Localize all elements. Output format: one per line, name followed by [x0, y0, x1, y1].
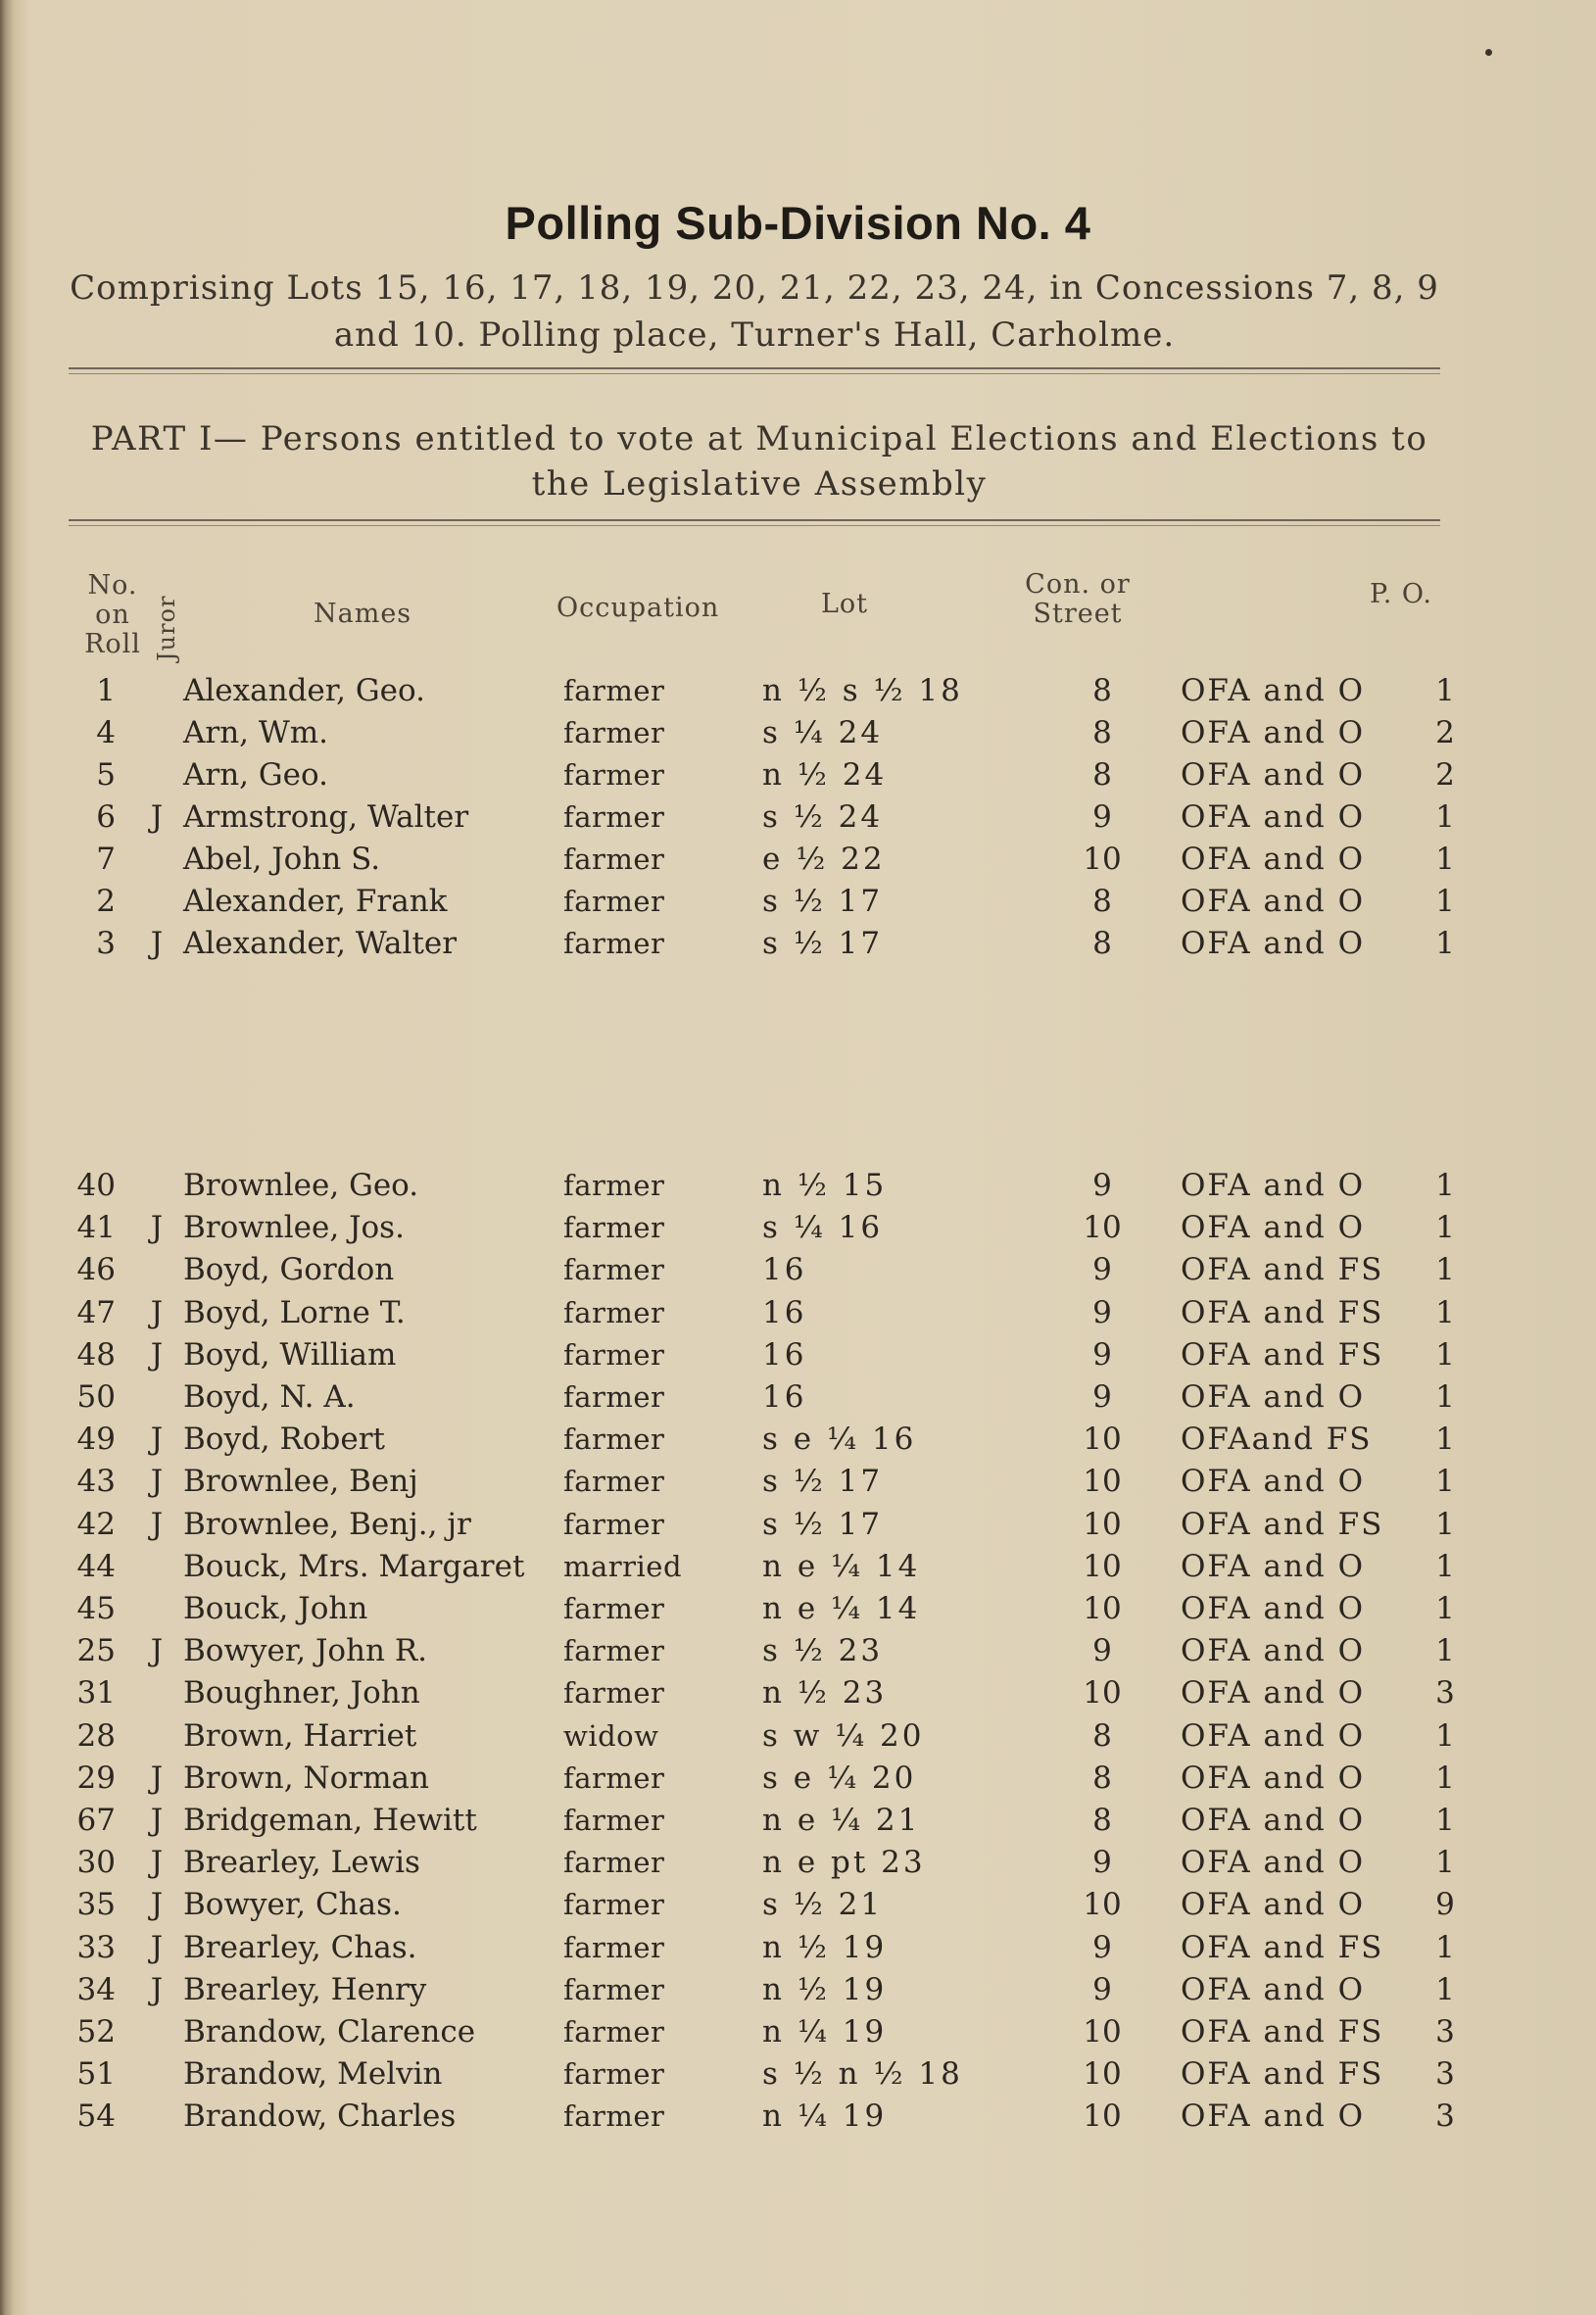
concession: 8 [1092, 1717, 1112, 1754]
concession: 9 [1092, 1845, 1112, 1881]
po-number: 1 [1435, 799, 1455, 835]
speck [1485, 49, 1492, 56]
concession: 10 [1083, 1210, 1122, 1246]
table-row [0, 671, 1596, 710]
occupation: farmer [563, 758, 665, 792]
table-row [0, 1885, 1596, 1924]
voter-name: Brownlee, Benj [183, 1464, 418, 1500]
page-title: Polling Sub-Division No. 4 [505, 197, 1091, 249]
lot: n ½ 19 [762, 1971, 888, 2007]
voter-name: Arn, Wm. [183, 715, 328, 750]
voter-name: Brown, Norman [183, 1760, 429, 1796]
table-row [0, 1208, 1596, 1247]
roll-number: 29 [76, 1760, 116, 1796]
po-number: 3 [1435, 2056, 1455, 2093]
po-number: 1 [1435, 1548, 1455, 1584]
voter-name: Brownlee, Benj., jr [183, 1506, 471, 1542]
lot: n e pt 23 [762, 1845, 926, 1881]
occupation: farmer [563, 2015, 665, 2049]
occupation: farmer [563, 1592, 665, 1625]
concession: 9 [1092, 1252, 1112, 1288]
subtitle: Comprising Lots 15, 16, 17, 18, 19, 20, 21, 22, 23, 24, in Concessions 7, 8, 9 and 10. Polling place, Turner's Hall, Carholme. [70, 268, 1439, 355]
po-number: 2 [1435, 757, 1455, 793]
table-row [0, 1335, 1596, 1375]
post-office: OFA and FS [1181, 1294, 1384, 1330]
concession: 9 [1092, 1379, 1112, 1415]
po-number: 1 [1435, 1422, 1455, 1458]
post-office: OFA and O [1181, 799, 1366, 835]
table-row [0, 840, 1596, 879]
roll-number: 43 [76, 1464, 116, 1500]
voter-name: Brandow, Melvin [183, 2056, 443, 2093]
post-office: OFA and FS [1181, 1929, 1384, 1965]
table-row [0, 1589, 1596, 1628]
post-office: OFA and FS [1181, 1252, 1384, 1288]
occupation: farmer [563, 1337, 665, 1372]
voter-name: Bridgeman, Hewitt [183, 1803, 477, 1838]
lot: 16 [762, 1379, 807, 1415]
voter-name: Bouck, Mrs. Margaret [183, 1548, 525, 1584]
juror-mark: J [150, 799, 164, 835]
table-row [0, 1505, 1596, 1544]
roll-number: 25 [76, 1633, 116, 1669]
table-row [0, 1250, 1596, 1289]
concession: 10 [1083, 1591, 1122, 1626]
concession: 8 [1092, 884, 1112, 919]
concession: 10 [1083, 2056, 1122, 2093]
roll-number: 34 [76, 1971, 116, 2007]
voter-name: Abel, John S. [183, 842, 381, 877]
occupation: farmer [563, 885, 665, 918]
divider-top [69, 367, 1440, 374]
post-office: OFA and O [1181, 926, 1366, 961]
post-office: OFA and O [1181, 842, 1366, 877]
post-office: OFA and O [1181, 757, 1366, 793]
occupation: farmer [563, 674, 665, 707]
po-number: 2 [1435, 715, 1455, 750]
roll-number: 5 [96, 757, 116, 793]
occupation: farmer [563, 1972, 665, 2006]
post-office: OFA and FS [1181, 2014, 1384, 2050]
lot: n e ¼ 21 [762, 1803, 921, 1838]
post-office: OFA and O [1181, 2098, 1366, 2135]
post-office: OFA and O [1181, 1803, 1366, 1838]
voter-name: Boyd, Gordon [183, 1252, 395, 1288]
concession: 10 [1083, 842, 1122, 877]
voter-name: Brownlee, Geo. [183, 1168, 419, 1203]
lot: s ¼ 24 [762, 715, 884, 750]
voter-name: Bowyer, John R. [183, 1633, 428, 1669]
voter-name: Alexander, Walter [183, 926, 458, 961]
juror-mark: J [150, 1336, 164, 1373]
lot: s w ¼ 20 [762, 1717, 925, 1754]
table-row [0, 1166, 1596, 1205]
table-row [0, 1843, 1596, 1882]
post-office: OFA and O [1181, 1760, 1366, 1796]
po-number: 1 [1435, 1336, 1455, 1373]
po-number: 1 [1435, 926, 1455, 961]
table-row [0, 1293, 1596, 1332]
voter-name: Boyd, N. A. [183, 1379, 356, 1415]
occupation: farmer [563, 1211, 665, 1245]
concession: 10 [1083, 1548, 1122, 1584]
post-office: OFA and FS [1181, 2056, 1384, 2093]
lot: n ½ s ½ 18 [762, 673, 963, 708]
table-row [0, 1759, 1596, 1798]
table-row [0, 1420, 1596, 1459]
concession: 10 [1083, 1675, 1122, 1712]
post-office: OFA and O [1181, 1717, 1366, 1754]
lot: n e ¼ 14 [762, 1548, 921, 1584]
roll-number: 67 [76, 1803, 116, 1838]
table-row [0, 1928, 1596, 1967]
lot: s ½ n ½ 18 [762, 2056, 963, 2093]
concession: 8 [1092, 673, 1112, 708]
roll-number: 50 [76, 1379, 116, 1415]
juror-mark: J [150, 1633, 164, 1669]
voter-name: Alexander, Frank [183, 884, 448, 919]
occupation: farmer [563, 1760, 665, 1795]
lot: n ¼ 19 [762, 2014, 888, 2050]
table-row [0, 924, 1596, 963]
lot: n ¼ 19 [762, 2098, 888, 2135]
table-row [0, 1377, 1596, 1417]
juror-mark: J [150, 1294, 164, 1330]
lot: 16 [762, 1336, 807, 1373]
roll-number: 44 [76, 1548, 116, 1584]
roll-number: 41 [76, 1210, 116, 1246]
table-row [0, 2097, 1596, 2136]
post-office: OFA and O [1181, 1464, 1366, 1500]
po-number: 1 [1435, 884, 1455, 919]
roll-number: 51 [76, 2056, 116, 2093]
post-office: OFA and O [1181, 1548, 1366, 1584]
po-number: 1 [1435, 1971, 1455, 2007]
occupation: farmer [563, 2099, 665, 2134]
occupation: farmer [563, 843, 665, 876]
concession: 8 [1092, 1760, 1112, 1796]
voter-name: Bouck, John [183, 1591, 368, 1626]
roll-number: 3 [96, 926, 116, 961]
table-row [0, 1673, 1596, 1712]
lot: e ½ 22 [762, 842, 886, 877]
concession: 10 [1083, 2098, 1122, 2135]
roll-number: 33 [76, 1929, 116, 1965]
occupation: farmer [563, 2057, 665, 2092]
concession: 9 [1092, 1633, 1112, 1669]
concession: 8 [1092, 1803, 1112, 1838]
concession: 10 [1083, 1506, 1122, 1542]
roll-number: 28 [76, 1717, 116, 1754]
juror-mark: J [150, 1845, 164, 1881]
part-heading: PART I— Persons entitled to vote at Municipal Elections and Elections to the Legislative Assembly [90, 419, 1428, 504]
post-office: OFA and O [1181, 1591, 1366, 1626]
lot: n ½ 19 [762, 1929, 888, 1965]
concession: 9 [1092, 799, 1112, 835]
concession: 8 [1092, 926, 1112, 961]
post-office: OFA and O [1181, 1210, 1366, 1246]
occupation: farmer [563, 927, 665, 960]
concession: 10 [1083, 1464, 1122, 1500]
roll-number: 42 [76, 1506, 116, 1542]
po-number: 1 [1435, 1845, 1455, 1881]
post-office: OFA and O [1181, 1633, 1366, 1669]
voter-name: Alexander, Geo. [183, 673, 425, 708]
roll-number: 54 [76, 2098, 116, 2135]
table-row [0, 1801, 1596, 1840]
header-names: Names [314, 599, 412, 629]
juror-mark: J [150, 1422, 164, 1458]
voter-name: Boyd, Robert [183, 1422, 385, 1458]
roll-number: 2 [96, 884, 116, 919]
table-row [0, 1547, 1596, 1586]
roll-number: 47 [76, 1294, 116, 1330]
voter-name: Arn, Geo. [183, 757, 328, 793]
occupation: farmer [563, 1507, 665, 1541]
juror-mark: J [150, 1971, 164, 2007]
po-number: 3 [1435, 2014, 1455, 2050]
juror-mark: J [150, 1506, 164, 1542]
post-office: OFA and O [1181, 884, 1366, 919]
header-lot: Lot [821, 589, 869, 619]
lot: s ½ 17 [762, 1464, 884, 1500]
concession: 10 [1083, 1422, 1122, 1458]
header-po: P. O. [1370, 579, 1432, 609]
roll-number: 49 [76, 1422, 116, 1458]
post-office: OFA and FS [1181, 1336, 1384, 1373]
table-row [0, 1631, 1596, 1670]
juror-mark: J [150, 1464, 164, 1500]
voter-name: Armstrong, Walter [183, 799, 469, 835]
table-row [0, 797, 1596, 837]
po-number: 1 [1435, 1464, 1455, 1500]
po-number: 1 [1435, 1210, 1455, 1246]
po-number: 9 [1435, 1887, 1455, 1923]
concession: 9 [1092, 1971, 1112, 2007]
juror-mark: J [150, 1210, 164, 1246]
occupation: farmer [563, 1634, 665, 1668]
voter-name: Bowyer, Chas. [183, 1887, 402, 1923]
voter-name: Brown, Harriet [183, 1717, 417, 1754]
po-number: 1 [1435, 1760, 1455, 1796]
post-office: OFA and O [1181, 1845, 1366, 1881]
roll-number: 4 [96, 715, 116, 750]
occupation: farmer [563, 1888, 665, 1922]
table-row [0, 755, 1596, 795]
lot: n ½ 23 [762, 1675, 888, 1712]
voter-name: Brearley, Lewis [183, 1845, 420, 1881]
lot: s ½ 17 [762, 884, 884, 919]
occupation: farmer [563, 1676, 665, 1711]
po-number: 1 [1435, 1717, 1455, 1754]
po-number: 1 [1435, 1591, 1455, 1626]
po-number: 3 [1435, 2098, 1455, 2135]
lot: s ½ 23 [762, 1633, 884, 1669]
po-number: 1 [1435, 1803, 1455, 1838]
concession: 9 [1092, 1168, 1112, 1203]
table-row [0, 2054, 1596, 2094]
po-number: 1 [1435, 1929, 1455, 1965]
concession: 8 [1092, 757, 1112, 793]
occupation: farmer [563, 716, 665, 749]
occupation: farmer [563, 1295, 665, 1329]
header-juror: Juror [153, 595, 180, 661]
concession: 8 [1092, 715, 1112, 750]
occupation: farmer [563, 1169, 665, 1202]
occupation: farmer [563, 1253, 665, 1287]
po-number: 1 [1435, 1168, 1455, 1203]
occupation: farmer [563, 1380, 665, 1414]
roll-number: 6 [96, 799, 116, 835]
po-number: 1 [1435, 1506, 1455, 1542]
roll-number: 7 [96, 842, 116, 877]
roll-number: 35 [76, 1887, 116, 1923]
lot: s e ¼ 16 [762, 1422, 917, 1458]
lot: n e ¼ 14 [762, 1591, 921, 1626]
occupation: farmer [563, 1465, 665, 1499]
voter-name: Brandow, Clarence [183, 2014, 476, 2050]
lot: s ½ 17 [762, 926, 884, 961]
lot: s ½ 17 [762, 1506, 884, 1542]
lot: 16 [762, 1294, 807, 1330]
roll-number: 45 [76, 1591, 116, 1626]
post-office: OFA and O [1181, 673, 1366, 708]
voter-name: Brownlee, Jos. [183, 1210, 405, 1246]
header-occupation: Occupation [556, 593, 720, 623]
po-number: 1 [1435, 1633, 1455, 1669]
header-con-or-street: Con. or Street [1025, 569, 1131, 629]
post-office: OFA and O [1181, 1971, 1366, 2007]
voter-name: Brearley, Henry [183, 1971, 427, 2007]
divider-header [69, 519, 1440, 526]
po-number: 1 [1435, 1252, 1455, 1288]
voter-name: Boyd, Lorne T. [183, 1294, 406, 1330]
roll-number: 52 [76, 2014, 116, 2050]
post-office: OFA and O [1181, 1168, 1366, 1203]
concession: 9 [1092, 1929, 1112, 1965]
concession: 10 [1083, 2014, 1122, 2050]
roll-number: 1 [96, 673, 116, 708]
table-row [0, 2012, 1596, 2051]
lot: s e ¼ 20 [762, 1760, 917, 1796]
post-office: OFA and O [1181, 1379, 1366, 1415]
voter-name: Boyd, William [183, 1336, 397, 1373]
occupation: farmer [563, 1930, 665, 1964]
post-office: OFA and O [1181, 715, 1366, 750]
concession: 9 [1092, 1336, 1112, 1373]
po-number: 1 [1435, 842, 1455, 877]
post-office: OFA and O [1181, 1887, 1366, 1923]
header-no-on-roll: No. on Roll [84, 570, 141, 659]
roll-number: 46 [76, 1252, 116, 1288]
po-number: 1 [1435, 673, 1455, 708]
occupation: farmer [563, 800, 665, 834]
juror-mark: J [150, 1760, 164, 1796]
juror-mark: J [150, 1887, 164, 1923]
table-row [0, 1716, 1596, 1756]
table-row [0, 713, 1596, 752]
roll-number: 48 [76, 1336, 116, 1373]
po-number: 3 [1435, 1675, 1455, 1712]
occupation: widow [563, 1718, 659, 1753]
post-office: OFA and O [1181, 1675, 1366, 1712]
post-office: OFA and FS [1181, 1506, 1384, 1542]
voter-name: Brandow, Charles [183, 2098, 457, 2135]
roll-number: 40 [76, 1168, 116, 1203]
post-office: OFAand FS [1181, 1422, 1373, 1458]
roll-number: 30 [76, 1845, 116, 1881]
lot: s ½ 24 [762, 799, 884, 835]
lot: s ½ 21 [762, 1887, 884, 1923]
juror-mark: J [150, 1929, 164, 1965]
lot: 16 [762, 1252, 807, 1288]
po-number: 1 [1435, 1294, 1455, 1330]
lot: s ¼ 16 [762, 1210, 884, 1246]
occupation: farmer [563, 1423, 665, 1457]
occupation: married [563, 1549, 683, 1583]
concession: 10 [1083, 1887, 1122, 1923]
lot: n ½ 15 [762, 1168, 888, 1203]
table-row [0, 1970, 1596, 2009]
lot: n ½ 24 [762, 757, 888, 793]
table-row [0, 1462, 1596, 1501]
table-row [0, 882, 1596, 921]
concession: 9 [1092, 1294, 1112, 1330]
occupation: farmer [563, 1804, 665, 1837]
roll-number: 31 [76, 1675, 116, 1712]
occupation: farmer [563, 1846, 665, 1880]
juror-mark: J [150, 926, 164, 961]
po-number: 1 [1435, 1379, 1455, 1415]
voter-name: Brearley, Chas. [183, 1929, 417, 1965]
voter-name: Boughner, John [183, 1675, 420, 1712]
juror-mark: J [150, 1803, 164, 1838]
